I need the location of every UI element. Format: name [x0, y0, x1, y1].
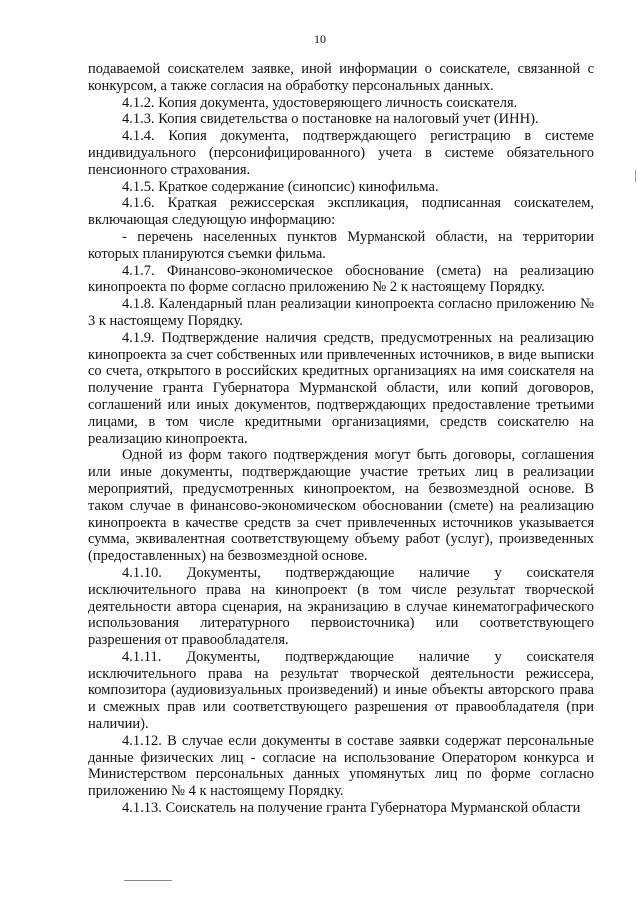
footer-rule	[124, 880, 172, 881]
paragraph: 4.1.4. Копия документа, подтверждающего регистрацию в системе индивидуального (персонифицированного) учета в системе обязательного пенсионного страхования.	[88, 128, 594, 178]
paragraph: подаваемой соискателем заявке, иной информации о соискателе, связанной с конкурсом, а также согласия на обработку персональных данных.	[88, 61, 594, 94]
paragraph: 4.1.5. Краткое содержание (синопсис) кинофильма.	[122, 178, 439, 195]
paragraph: 4.1.10. Документы, подтверждающие наличие у соискателя исключительного права на кинопроект (в том числе результат творческой деятельности автора сценария, на экранизацию в случае кинематографического использования литературного первоисточника) или соответствующего разрешения от правообладателя.	[88, 564, 594, 649]
paragraph: 4.1.2. Копия документа, удостоверяющего личность соискателя.	[122, 94, 518, 111]
paragraph: 4.1.3. Копия свидетельства о постановке на налоговый учет (ИНН).	[122, 111, 539, 128]
paragraph: 4.1.9. Подтверждение наличия средств, предусмотренных на реализацию кинопроекта за счет собственных или привлеченных источников, в виде выписки со счета, открытого в российских кредитных организациях на имя соискателя на получение гранта Губернатора Мурманской области, или копий договоров, соглашений или иных документов, подтверждающих предоставление третьими лицами, в том числе кредитными организациями, средств соискателю на реализацию кинопроекта.	[88, 329, 594, 447]
paragraph: Одной из форм такого подтверждения могут быть договоры, соглашения или иные документы, подтверждающие участие третьих лиц в реализации мероприятий, предусмотренных кинопроектом, на безвозмездной основе. В таком случае в финансово-экономическом обосновании (смете) на реализацию кинопроекта в качестве средств за счет привлеченных источников указывается сумма, эквивалентная соответствующему объему работ (услуг), произведенных (предоставленных) на безвозмездной основе.	[88, 447, 594, 565]
document-body	[88, 61, 594, 817]
paragraph: 4.1.12. В случае если документы в составе заявки содержат персональные данные физических лиц - согласие на использование Оператором конкурса и Министерством персональных данных упомянутых лиц по форме согласно приложению № 4 к настоящему Порядку.	[88, 732, 594, 800]
paragraph: 4.1.11. Документы, подтверждающие наличие у соискателя исключительного права на результат творческой деятельности режиссера, композитора (аудиовизуальных произведений) и иные объекты авторского права и смежных прав или соответствующего разрешения от правообладателя (при наличии).	[88, 648, 594, 733]
paragraph: - перечень населенных пунктов Мурманской области, на территории которых планируются съемки фильма.	[88, 228, 594, 262]
scan-margin-mark	[635, 170, 636, 182]
paragraph: 4.1.7. Финансово-экономическое обоснование (смета) на реализацию кинопроекта по форме согласно приложению № 2 к настоящему Порядку.	[88, 262, 594, 296]
paragraph: 4.1.8. Календарный план реализации кинопроекта согласно приложению № 3 к настоящему Порядку.	[88, 296, 594, 329]
page-number: 10	[314, 32, 326, 46]
paragraph: 4.1.6. Краткая режиссерская экспликация, подписанная соискателем, включающая следующую информацию:	[88, 195, 594, 229]
paragraph: 4.1.13. Соискатель на получение гранта Губернатора Мурманской области	[122, 800, 581, 817]
